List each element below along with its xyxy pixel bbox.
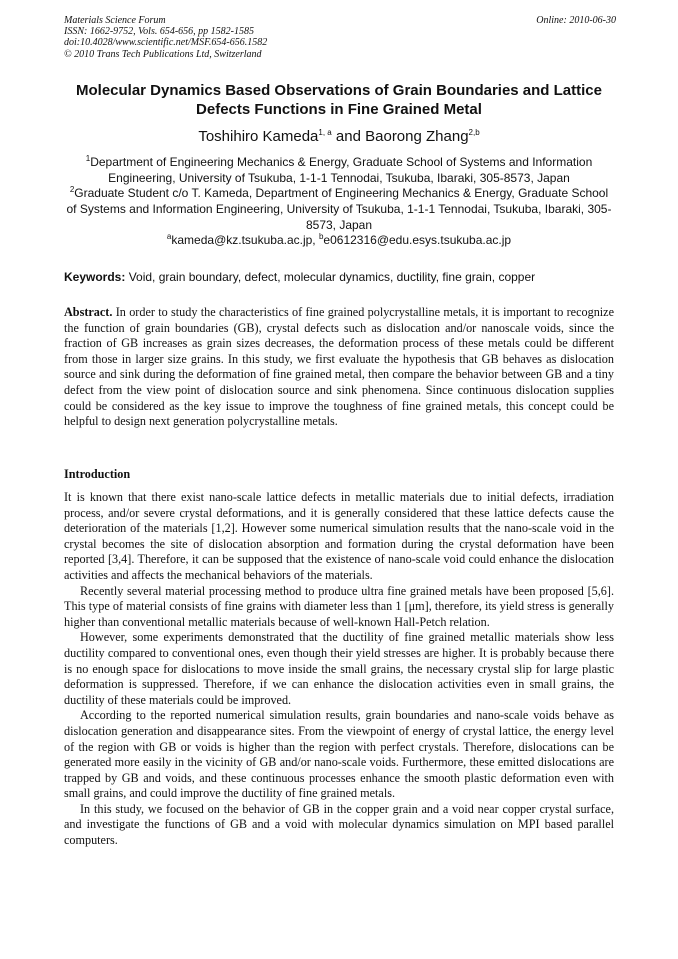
author-line (64, 128, 614, 146)
affiliation-2-text: Graduate Student c/o T. Kameda, Department of Engineering Mechanics & Energy, Graduate School of Systems and Information Engineering, University of Tsukuba, 1-1-1 Tennodai, Tsukuba, Ibaraki, 305-8573, Japan (66, 186, 612, 232)
journal-name: Materials Science Forum (64, 15, 166, 26)
affiliation-1-sup: 1 (85, 154, 91, 163)
journal-header (64, 15, 267, 60)
author-2-sup: 2,b (468, 128, 480, 137)
email-b-sup: b (318, 232, 324, 241)
online-date: Online: 2010-06-30 (536, 15, 616, 26)
author-and: and (331, 128, 366, 145)
intro-paragraph: In this study, we focused on the behavior of GB in the copper grain and a void near copper crystal surface, and investigate the functions of GB and a void with molecular dynamics simulation on MPI based parallel computers. (64, 801, 614, 848)
keywords (64, 270, 614, 285)
affiliation-1-text: Department of Engineering Mechanics & Energy, Graduate School of Systems and Information Engineering, University of Tsukuba, 1-1-1 Tennodai, Tsukuba, Ibaraki, 305-8573, Japan (90, 155, 593, 185)
keywords-label: Keywords: (64, 270, 126, 284)
affiliation-2 (64, 186, 614, 233)
intro-paragraph: According to the reported numerical simulation results, grain boundaries and nano-scale voids behave as dislocation generation and disappearance sites. From the viewpoint of energy of crystal lattice, the energy level of the region with GB or voids is higher than the region with perfect crystals. Therefore, dislocations can be generated more easily in the vicinity of GB and/or nano-scale voids. Furthermore, these emitted dislocations are trapped by GB and voids, and these continuous processes enhance the smooth plastic deformation even with small grains, and could improve the ductility of fine grained metals. (64, 708, 614, 801)
abstract (64, 305, 614, 430)
email-b: e0612316@edu.esys.tsukuba.ac.jp (323, 233, 512, 247)
issn-line: ISSN: 1662-9752, Vols. 654-656, pp 1582-1585 (64, 26, 254, 38)
doi-line: doi:10.4028/www.scientific.net/MSF.654-656.1582 (64, 37, 268, 49)
intro-paragraph: It is known that there exist nano-scale lattice defects in metallic materials due to initial defects, irradiation process, and/or severe crystal deformations, and it is generally considered that these lattice defects cause the deterioration of the materials [1,2]. However some numerical simulation results that the nano-scale void in the crystal becomes the site of dislocation absorption and formation during the crystal deformation have been reported [3,4]. Therefore, it can be supposed that the existence of nano-scale void could enhance the dislocation activities and affects the mechanical behaviors of the materials. (64, 490, 614, 582)
author-2: Baorong Zhang (365, 128, 469, 145)
intro-paragraph: However, some experiments demonstrated that the ductility of fine grained metallic materials show less ductility compared to conventional ones, even though their yield stresses are higher. It is probably because there is no enough space for dislocations to move inside the small grains, the necessary crystal slip for large plastic deformation is suppressed. Therefore, if we can enhance the dislocation activities even in small grains, the ductility of these materials could be improved. (64, 630, 614, 707)
email-a: kameda@kz.tsukuba.ac.jp, (171, 233, 319, 247)
affiliation-1 (64, 155, 614, 186)
intro-paragraph: Recently several material processing method to produce ultra fine grained metals have been proposed [5,6]. This type of material consists of fine grains with diameter less than 1 [μm], therefore, its yield stress is generally higher than conventional metallic materials because of well-known Hall-Petch relation. (64, 583, 614, 629)
author-1: Toshihiro Kameda (198, 128, 319, 145)
abstract-text: In order to study the characteristics of fine grained polycrystalline metals, it is important to recognize the function of grain boundaries (GB), crystal defects such as dislocation and/or nanoscale voids, since the fraction of GB increases as grain sizes decreases, the deformation process of these metals could be different from those in larger size grains. In this study, we first evaluate the hypothesis that GB behaves as dislocation source and sink during the deformation of fine grained metal, then compare the behavior between GB and a tiny defect from the view point of dislocation source and sink phenomena. Since continuous dislocation supplies could be considered as the key issue to improve the toughness of fine grained metals, this concept could be helpful to design next generation polycrystalline metals. (64, 305, 614, 429)
keywords-text: Void, grain boundary, defect, molecular dynamics, ductility, fine grain, copper (125, 270, 536, 284)
email-line (64, 233, 614, 248)
author-1-sup: 1, a (318, 128, 332, 137)
email-a-sup: a (166, 232, 172, 241)
copyright-line: © 2010 Trans Tech Publications Ltd, Switzerland (64, 48, 262, 60)
affiliation-2-sup: 2 (69, 185, 75, 195)
paper-title: Molecular Dynamics Based Observations of Grain Boundaries and Lattice Defects Functions in Fine Grained Metal (76, 82, 602, 118)
introduction-body (64, 490, 614, 849)
abstract-label: Abstract. (64, 305, 113, 319)
affiliations (64, 155, 614, 234)
introduction-heading: Introduction (64, 467, 131, 481)
